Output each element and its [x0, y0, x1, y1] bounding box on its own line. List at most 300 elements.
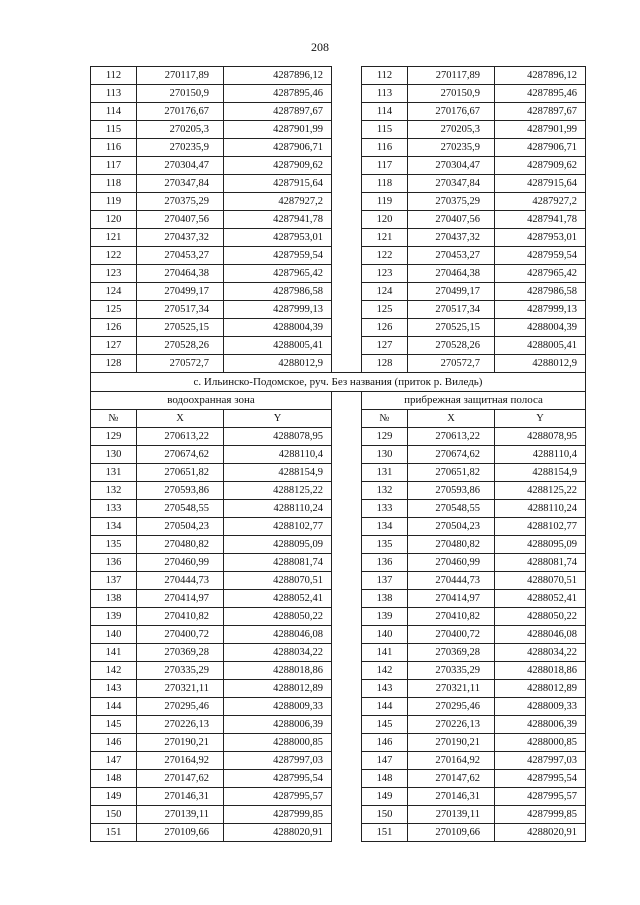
point-number-right: 119 [362, 193, 408, 211]
table-row [91, 752, 586, 770]
x-coordinate-right: 270407,56 [408, 211, 495, 229]
table-row [91, 67, 586, 85]
x-coordinate-right: 270147,62 [408, 770, 495, 788]
column-gap [332, 752, 362, 770]
x-coordinate-left: 270321,11 [137, 680, 224, 698]
column-gap [332, 247, 362, 265]
y-coordinate-left: 4288020,91 [224, 824, 332, 842]
x-coordinate-left: 270407,56 [137, 211, 224, 229]
point-number-left: 143 [91, 680, 137, 698]
header-num-right: № [362, 410, 408, 428]
point-number-left: 122 [91, 247, 137, 265]
x-coordinate-right: 270414,97 [408, 590, 495, 608]
y-coordinate-left: 4287997,03 [224, 752, 332, 770]
point-number-right: 135 [362, 536, 408, 554]
y-coordinate-left: 4288081,74 [224, 554, 332, 572]
table-row [91, 175, 586, 193]
point-number-left: 134 [91, 518, 137, 536]
x-coordinate-right: 270235,9 [408, 139, 495, 157]
y-coordinate-left: 4288110,4 [224, 446, 332, 464]
table-row [91, 337, 586, 355]
x-coordinate-right: 270190,21 [408, 734, 495, 752]
x-coordinate-right: 270410,82 [408, 608, 495, 626]
column-gap [332, 193, 362, 211]
x-coordinate-right: 270117,89 [408, 67, 495, 85]
point-number-left: 127 [91, 337, 137, 355]
point-number-right: 132 [362, 482, 408, 500]
table-row [91, 626, 586, 644]
y-coordinate-right: 4288006,39 [495, 716, 586, 734]
y-coordinate-left: 4288050,22 [224, 608, 332, 626]
column-gap [332, 157, 362, 175]
column-gap [332, 175, 362, 193]
point-number-right: 139 [362, 608, 408, 626]
y-coordinate-left: 4288012,9 [224, 355, 332, 373]
table-row [91, 355, 586, 373]
point-number-right: 124 [362, 283, 408, 301]
x-coordinate-left: 270480,82 [137, 536, 224, 554]
x-coordinate-left: 270548,55 [137, 500, 224, 518]
point-number-left: 131 [91, 464, 137, 482]
x-coordinate-left: 270347,84 [137, 175, 224, 193]
point-number-right: 113 [362, 85, 408, 103]
point-number-right: 145 [362, 716, 408, 734]
x-coordinate-left: 270674,62 [137, 446, 224, 464]
table-row [91, 464, 586, 482]
column-gap [332, 536, 362, 554]
point-number-left: 129 [91, 428, 137, 446]
y-coordinate-right: 4287895,46 [495, 85, 586, 103]
y-coordinate-left: 4288110,24 [224, 500, 332, 518]
table-row [91, 121, 586, 139]
point-number-right: 137 [362, 572, 408, 590]
y-coordinate-right: 4288154,9 [495, 464, 586, 482]
y-coordinate-left: 4288046,08 [224, 626, 332, 644]
y-coordinate-left: 4287897,67 [224, 103, 332, 121]
column-gap [332, 337, 362, 355]
point-number-right: 146 [362, 734, 408, 752]
y-coordinate-left: 4287959,54 [224, 247, 332, 265]
point-number-right: 141 [362, 644, 408, 662]
x-coordinate-right: 270528,26 [408, 337, 495, 355]
point-number-left: 151 [91, 824, 137, 842]
point-number-right: 115 [362, 121, 408, 139]
y-coordinate-right: 4287999,13 [495, 301, 586, 319]
column-gap [332, 121, 362, 139]
x-coordinate-left: 270117,89 [137, 67, 224, 85]
x-coordinate-right: 270460,99 [408, 554, 495, 572]
x-coordinate-left: 270147,62 [137, 770, 224, 788]
y-coordinate-right: 4287897,67 [495, 103, 586, 121]
point-number-right: 126 [362, 319, 408, 337]
point-number-left: 136 [91, 554, 137, 572]
y-coordinate-left: 4287906,71 [224, 139, 332, 157]
column-gap [332, 698, 362, 716]
y-coordinate-left: 4288052,41 [224, 590, 332, 608]
column-gap [332, 283, 362, 301]
point-number-right: 149 [362, 788, 408, 806]
x-coordinate-left: 270651,82 [137, 464, 224, 482]
y-coordinate-right: 4287995,54 [495, 770, 586, 788]
y-coordinate-left: 4288070,51 [224, 572, 332, 590]
point-number-left: 150 [91, 806, 137, 824]
x-coordinate-right: 270453,27 [408, 247, 495, 265]
x-coordinate-left: 270150,9 [137, 85, 224, 103]
table-row [91, 716, 586, 734]
x-coordinate-right: 270335,29 [408, 662, 495, 680]
y-coordinate-left: 4287941,78 [224, 211, 332, 229]
point-number-left: 132 [91, 482, 137, 500]
y-coordinate-left: 4287895,46 [224, 85, 332, 103]
column-gap [332, 392, 362, 410]
x-coordinate-right: 270548,55 [408, 500, 495, 518]
point-number-left: 133 [91, 500, 137, 518]
x-coordinate-right: 270139,11 [408, 806, 495, 824]
table-row [91, 482, 586, 500]
point-number-right: 130 [362, 446, 408, 464]
y-coordinate-right: 4287986,58 [495, 283, 586, 301]
point-number-right: 140 [362, 626, 408, 644]
x-coordinate-right: 270226,13 [408, 716, 495, 734]
y-coordinate-left: 4288154,9 [224, 464, 332, 482]
y-coordinate-right: 4288081,74 [495, 554, 586, 572]
x-coordinate-left: 270613,22 [137, 428, 224, 446]
point-number-left: 147 [91, 752, 137, 770]
column-gap [332, 482, 362, 500]
column-gap [332, 139, 362, 157]
column-gap [332, 788, 362, 806]
table-row [91, 103, 586, 121]
point-number-left: 119 [91, 193, 137, 211]
x-coordinate-right: 270205,3 [408, 121, 495, 139]
x-coordinate-left: 270460,99 [137, 554, 224, 572]
point-number-right: 112 [362, 67, 408, 85]
column-gap [332, 770, 362, 788]
y-coordinate-right: 4288110,4 [495, 446, 586, 464]
x-coordinate-left: 270517,34 [137, 301, 224, 319]
point-number-left: 146 [91, 734, 137, 752]
column-gap [332, 211, 362, 229]
column-gap [332, 355, 362, 373]
column-gap [332, 500, 362, 518]
point-number-left: 140 [91, 626, 137, 644]
y-coordinate-right: 4287999,85 [495, 806, 586, 824]
x-coordinate-right: 270304,47 [408, 157, 495, 175]
x-coordinate-right: 270499,17 [408, 283, 495, 301]
point-number-left: 130 [91, 446, 137, 464]
x-coordinate-right: 270437,32 [408, 229, 495, 247]
y-coordinate-left: 4287909,62 [224, 157, 332, 175]
point-number-left: 123 [91, 265, 137, 283]
column-gap [332, 446, 362, 464]
x-coordinate-left: 270464,38 [137, 265, 224, 283]
bottom-rows [91, 428, 586, 842]
point-number-right: 143 [362, 680, 408, 698]
y-coordinate-left: 4287995,54 [224, 770, 332, 788]
x-coordinate-right: 270369,28 [408, 644, 495, 662]
point-number-left: 145 [91, 716, 137, 734]
y-coordinate-right: 4287995,57 [495, 788, 586, 806]
x-coordinate-left: 270205,3 [137, 121, 224, 139]
y-coordinate-left: 4287965,42 [224, 265, 332, 283]
point-number-right: 150 [362, 806, 408, 824]
y-coordinate-left: 4287953,01 [224, 229, 332, 247]
top-rows [91, 67, 586, 373]
y-coordinate-left: 4288018,86 [224, 662, 332, 680]
y-coordinate-right: 4287906,71 [495, 139, 586, 157]
zone-right-title: прибрежная защитная полоса [362, 392, 586, 410]
y-coordinate-right: 4288005,41 [495, 337, 586, 355]
x-coordinate-left: 270444,73 [137, 572, 224, 590]
column-gap [332, 680, 362, 698]
table-row [91, 662, 586, 680]
y-coordinate-left: 4288102,77 [224, 518, 332, 536]
column-gap [332, 410, 362, 428]
x-coordinate-left: 270335,29 [137, 662, 224, 680]
point-number-left: 117 [91, 157, 137, 175]
zone-left-title: водоохранная зона [91, 392, 332, 410]
point-number-left: 139 [91, 608, 137, 626]
x-coordinate-left: 270499,17 [137, 283, 224, 301]
column-gap [332, 590, 362, 608]
column-gap [332, 464, 362, 482]
point-number-left: 114 [91, 103, 137, 121]
table-row [91, 644, 586, 662]
y-coordinate-right: 4287959,54 [495, 247, 586, 265]
point-number-right: 147 [362, 752, 408, 770]
x-coordinate-left: 270437,32 [137, 229, 224, 247]
table-row [91, 608, 586, 626]
y-coordinate-left: 4287995,57 [224, 788, 332, 806]
table-row [91, 229, 586, 247]
column-gap [332, 716, 362, 734]
y-coordinate-left: 4287901,99 [224, 121, 332, 139]
y-coordinate-right: 4287965,42 [495, 265, 586, 283]
x-coordinate-left: 270414,97 [137, 590, 224, 608]
table-row [91, 824, 586, 842]
y-coordinate-left: 4287999,85 [224, 806, 332, 824]
point-number-right: 117 [362, 157, 408, 175]
x-coordinate-left: 270139,11 [137, 806, 224, 824]
x-coordinate-right: 270347,84 [408, 175, 495, 193]
point-number-left: 116 [91, 139, 137, 157]
x-coordinate-left: 270525,15 [137, 319, 224, 337]
x-coordinate-left: 270176,67 [137, 103, 224, 121]
header-x-right: X [408, 410, 495, 428]
point-number-left: 137 [91, 572, 137, 590]
column-gap [332, 734, 362, 752]
table-row [91, 446, 586, 464]
table-row [91, 428, 586, 446]
point-number-right: 121 [362, 229, 408, 247]
column-gap [332, 554, 362, 572]
point-number-left: 149 [91, 788, 137, 806]
x-coordinate-right: 270400,72 [408, 626, 495, 644]
column-gap [332, 824, 362, 842]
table-row [91, 554, 586, 572]
point-number-left: 125 [91, 301, 137, 319]
point-number-left: 115 [91, 121, 137, 139]
x-coordinate-right: 270572,7 [408, 355, 495, 373]
y-coordinate-right: 4288070,51 [495, 572, 586, 590]
y-coordinate-left: 4288004,39 [224, 319, 332, 337]
point-number-right: 144 [362, 698, 408, 716]
x-coordinate-left: 270146,31 [137, 788, 224, 806]
point-number-right: 120 [362, 211, 408, 229]
column-gap [332, 229, 362, 247]
table-row [91, 734, 586, 752]
x-coordinate-left: 270369,28 [137, 644, 224, 662]
coordinates-table [90, 66, 586, 842]
point-number-left: 144 [91, 698, 137, 716]
y-coordinate-left: 4287999,13 [224, 301, 332, 319]
table-row [91, 518, 586, 536]
table-row [91, 85, 586, 103]
x-coordinate-right: 270146,31 [408, 788, 495, 806]
point-number-right: 129 [362, 428, 408, 446]
x-coordinate-right: 270444,73 [408, 572, 495, 590]
y-coordinate-left: 4288009,33 [224, 698, 332, 716]
table-row [91, 301, 586, 319]
y-coordinate-right: 4288102,77 [495, 518, 586, 536]
column-gap [332, 518, 362, 536]
y-coordinate-right: 4288000,85 [495, 734, 586, 752]
x-coordinate-left: 270400,72 [137, 626, 224, 644]
table-row [91, 590, 586, 608]
header-y-left: Y [224, 410, 332, 428]
x-coordinate-left: 270190,21 [137, 734, 224, 752]
x-coordinate-left: 270528,26 [137, 337, 224, 355]
x-coordinate-right: 270674,62 [408, 446, 495, 464]
y-coordinate-right: 4287915,64 [495, 175, 586, 193]
column-gap [332, 662, 362, 680]
y-coordinate-left: 4288000,85 [224, 734, 332, 752]
section-header [91, 373, 586, 428]
point-number-right: 116 [362, 139, 408, 157]
table-row [91, 193, 586, 211]
x-coordinate-left: 270572,7 [137, 355, 224, 373]
y-coordinate-left: 4288006,39 [224, 716, 332, 734]
table-row [91, 211, 586, 229]
column-gap [332, 103, 362, 121]
x-coordinate-left: 270375,29 [137, 193, 224, 211]
x-coordinate-right: 270504,23 [408, 518, 495, 536]
table-row [91, 500, 586, 518]
table-row [91, 283, 586, 301]
point-number-right: 138 [362, 590, 408, 608]
table-row [91, 770, 586, 788]
table-row [91, 698, 586, 716]
y-coordinate-left: 4288005,41 [224, 337, 332, 355]
column-gap [332, 301, 362, 319]
y-coordinate-right: 4288078,95 [495, 428, 586, 446]
y-coordinate-right: 4288018,86 [495, 662, 586, 680]
table-row [91, 806, 586, 824]
y-coordinate-left: 4288078,95 [224, 428, 332, 446]
y-coordinate-left: 4287896,12 [224, 67, 332, 85]
x-coordinate-right: 270517,34 [408, 301, 495, 319]
x-coordinate-right: 270480,82 [408, 536, 495, 554]
y-coordinate-left: 4287927,2 [224, 193, 332, 211]
x-coordinate-right: 270651,82 [408, 464, 495, 482]
column-gap [332, 644, 362, 662]
point-number-right: 142 [362, 662, 408, 680]
column-gap [332, 67, 362, 85]
section-title: с. Ильинско-Подомское, руч. Без названия (приток р. Виледь) [91, 373, 586, 392]
x-coordinate-left: 270109,66 [137, 824, 224, 842]
point-number-right: 148 [362, 770, 408, 788]
x-coordinate-left: 270295,46 [137, 698, 224, 716]
y-coordinate-right: 4288034,22 [495, 644, 586, 662]
table-row [91, 572, 586, 590]
y-coordinate-left: 4288095,09 [224, 536, 332, 554]
point-number-right: 127 [362, 337, 408, 355]
point-number-right: 123 [362, 265, 408, 283]
x-coordinate-right: 270176,67 [408, 103, 495, 121]
table-row [91, 788, 586, 806]
point-number-left: 118 [91, 175, 137, 193]
header-num-left: № [91, 410, 137, 428]
point-number-left: 113 [91, 85, 137, 103]
table-row [91, 319, 586, 337]
table-row [91, 247, 586, 265]
point-number-right: 151 [362, 824, 408, 842]
y-coordinate-right: 4288050,22 [495, 608, 586, 626]
y-coordinate-right: 4288012,9 [495, 355, 586, 373]
x-coordinate-right: 270593,86 [408, 482, 495, 500]
point-number-left: 148 [91, 770, 137, 788]
y-coordinate-right: 4287901,99 [495, 121, 586, 139]
y-coordinate-right: 4288052,41 [495, 590, 586, 608]
y-coordinate-right: 4287953,01 [495, 229, 586, 247]
page-number: 208 [311, 40, 329, 54]
x-coordinate-left: 270593,86 [137, 482, 224, 500]
point-number-right: 134 [362, 518, 408, 536]
point-number-right: 131 [362, 464, 408, 482]
point-number-left: 126 [91, 319, 137, 337]
x-coordinate-right: 270525,15 [408, 319, 495, 337]
point-number-left: 124 [91, 283, 137, 301]
point-number-right: 114 [362, 103, 408, 121]
y-coordinate-right: 4287927,2 [495, 193, 586, 211]
x-coordinate-right: 270295,46 [408, 698, 495, 716]
table-row [91, 157, 586, 175]
point-number-right: 128 [362, 355, 408, 373]
point-number-left: 128 [91, 355, 137, 373]
column-gap [332, 608, 362, 626]
point-number-right: 122 [362, 247, 408, 265]
table-row [91, 265, 586, 283]
point-number-left: 120 [91, 211, 137, 229]
y-coordinate-left: 4288125,22 [224, 482, 332, 500]
y-coordinate-right: 4288020,91 [495, 824, 586, 842]
x-coordinate-right: 270150,9 [408, 85, 495, 103]
point-number-left: 135 [91, 536, 137, 554]
x-coordinate-left: 270235,9 [137, 139, 224, 157]
y-coordinate-left: 4287986,58 [224, 283, 332, 301]
column-gap [332, 85, 362, 103]
header-y-right: Y [495, 410, 586, 428]
y-coordinate-right: 4287909,62 [495, 157, 586, 175]
column-gap [332, 319, 362, 337]
table-row [91, 680, 586, 698]
y-coordinate-right: 4288046,08 [495, 626, 586, 644]
y-coordinate-left: 4287915,64 [224, 175, 332, 193]
x-coordinate-left: 270504,23 [137, 518, 224, 536]
x-coordinate-left: 270164,92 [137, 752, 224, 770]
point-number-left: 142 [91, 662, 137, 680]
column-gap [332, 806, 362, 824]
